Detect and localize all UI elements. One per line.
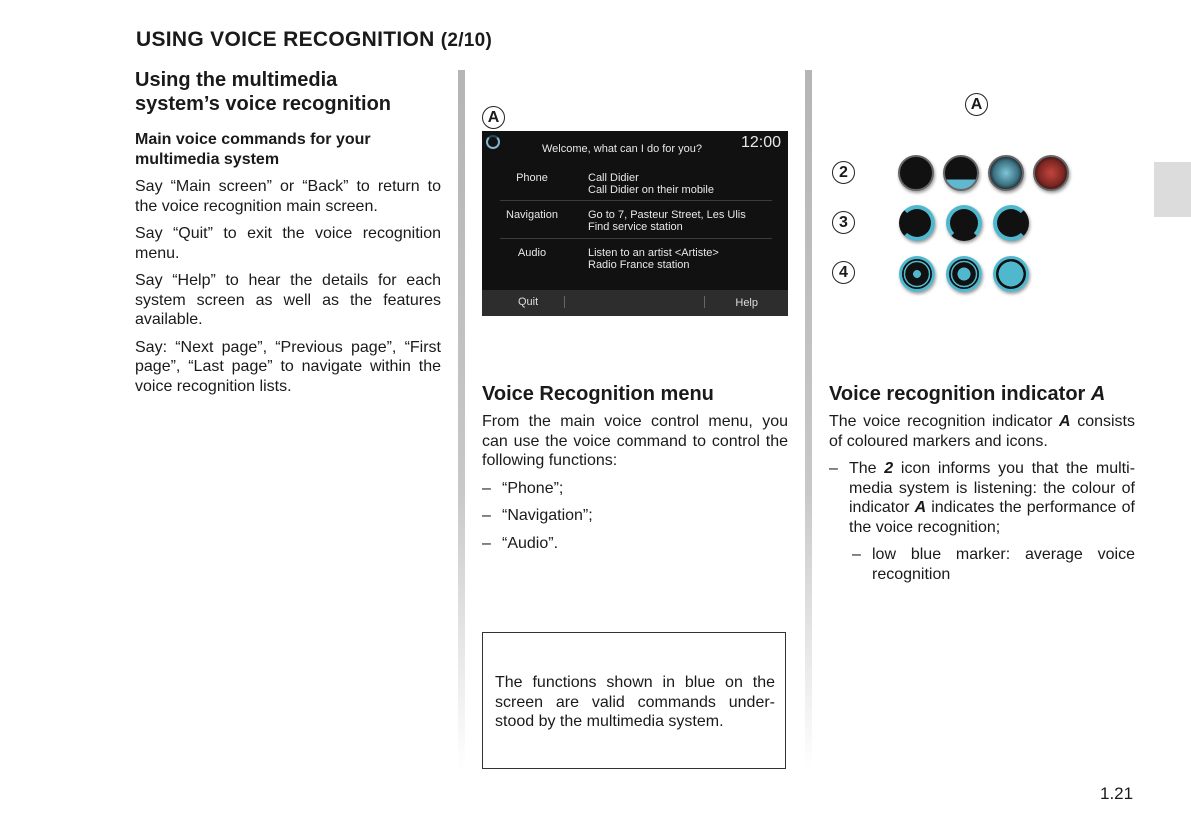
divider: [500, 200, 772, 201]
note-box: [482, 632, 786, 769]
section-heading: [829, 382, 1135, 406]
menu-row-label: Navigation: [506, 209, 558, 221]
menu-row-command: Radio France station: [588, 259, 690, 271]
text-emphasis: A: [1059, 413, 1071, 430]
section-heading: Using the multimedia system’s voice recognition: [135, 69, 392, 115]
column-divider-left: [458, 70, 465, 770]
row-label-2: 2: [832, 161, 855, 184]
dash: –: [829, 460, 838, 477]
text: icon informs you that the multimedia system is listening: the colour of indicator: [849, 460, 1136, 516]
list-item: [829, 459, 1135, 537]
voice-recognition-indicator-icon: [486, 135, 500, 149]
text-emphasis: 2: [884, 460, 894, 477]
processing-icon-1: [899, 205, 935, 241]
column-2: [482, 382, 788, 561]
speaking-icon-2: [946, 256, 982, 292]
subsection-heading: Main voice commands for your multimedia system: [135, 131, 371, 168]
list-item: [482, 534, 788, 554]
marker-a-label: A: [482, 106, 505, 129]
menu-row-command: Go to 7, Pasteur Street, Les Ulis: [588, 209, 746, 221]
processing-icon-3: [993, 205, 1029, 241]
menu-row-command: Call Didier on their mobile: [588, 184, 714, 196]
divider: [564, 296, 565, 308]
paragraph: Say “Quit” to exit the voice recognition menu.: [135, 225, 441, 262]
page-title-suffix: (2/10): [440, 30, 493, 51]
menu-row-label: Audio: [517, 247, 547, 259]
column-divider-right: [805, 70, 812, 770]
section-tab: [1154, 162, 1191, 217]
list-item-text: “Phone”;: [502, 479, 564, 497]
processing-icon-2: [946, 205, 982, 241]
column-1: [135, 68, 441, 404]
listening-icon-high-blue: [988, 155, 1024, 191]
text: The voice recognition indicator: [829, 413, 1060, 430]
dash: –: [852, 546, 861, 563]
paragraph: Say: “Next page”, “Previous page”, “First page”, “Last page” to navigate within the voice recognition lists.: [135, 338, 441, 395]
dash: –: [482, 534, 491, 552]
text: low blue marker: average voice recognition: [872, 546, 1135, 583]
quit-button[interactable]: Quit: [518, 296, 539, 308]
speaking-icon-3: [993, 256, 1029, 292]
heading-text: Voice recognition indicator: [829, 383, 1086, 405]
listening-icon-red: [1033, 155, 1069, 191]
paragraph: [829, 412, 1135, 451]
menu-row-command: Find service station: [588, 221, 683, 233]
page-number: 1.21: [1100, 784, 1134, 803]
listening-icon-empty: [898, 155, 934, 191]
page-title-text: USING VOICE RECOGNITION: [136, 28, 435, 51]
menu-row-command: Call Didier: [588, 172, 639, 184]
divider: [500, 238, 772, 239]
clock: 12:00: [740, 134, 781, 151]
text: consists of coloured markers and icons.: [829, 413, 1135, 450]
list-item-text: “Navigation”;: [502, 507, 593, 524]
list-item: [482, 506, 788, 526]
row-label-4: 4: [832, 261, 855, 284]
marker-a-label: A: [965, 93, 988, 116]
listening-icon-low-blue: [943, 155, 979, 191]
help-button[interactable]: Help: [735, 297, 758, 309]
welcome-text: Welcome, what can I do for you?: [542, 143, 702, 155]
speaking-icon-1: [899, 256, 935, 292]
list-subitem: [852, 545, 1135, 584]
divider: [704, 296, 705, 308]
menu-row-label: Phone: [516, 172, 548, 184]
menu-row-command: Listen to an artist <Artiste>: [588, 247, 719, 259]
row-label-3: 3: [832, 211, 855, 234]
paragraph: Say “Main screen” or “Back” to return to the voice recognition main screen.: [135, 178, 441, 215]
paragraph: From the main voice control menu, you can use the voice command to control the following functions:: [482, 413, 788, 469]
dash: –: [482, 479, 491, 497]
page-title: [136, 28, 492, 52]
heading-letter: A: [1090, 383, 1106, 405]
text-emphasis: A: [914, 499, 927, 516]
list-item: [482, 479, 788, 499]
screen-bottom-bar: [482, 290, 788, 316]
text: The: [849, 460, 885, 477]
paragraph: Say “Help” to hear the details for each system screen as well as the features available.: [135, 272, 441, 328]
text: indicates the performance of the voice recognition;: [849, 499, 1135, 536]
section-heading: Voice Recognition menu: [482, 383, 714, 405]
note-text: The functions shown in blue on the screen are valid commands understood by the multimedia system.: [495, 674, 775, 730]
list-item-text: “Audio”.: [502, 534, 559, 552]
voice-recognition-screen: [482, 131, 788, 316]
dash: –: [482, 507, 491, 524]
column-3: [829, 382, 1135, 592]
